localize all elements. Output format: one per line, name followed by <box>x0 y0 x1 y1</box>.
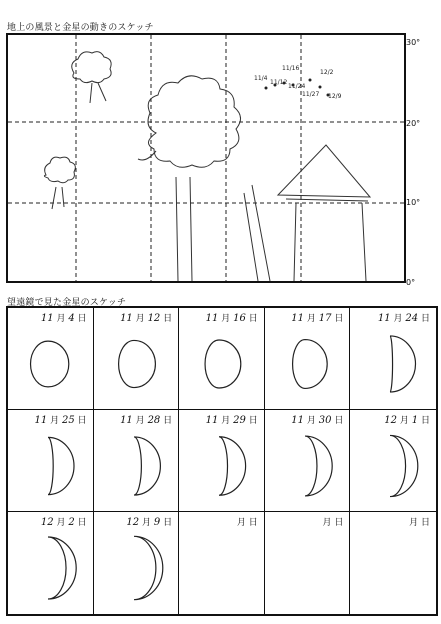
month-mark: 月 <box>142 518 152 528</box>
month-value: 11 <box>291 415 304 426</box>
phase-sketch-cell <box>8 512 94 614</box>
month-mark: 月 <box>393 314 403 324</box>
telescope-sketch-grid <box>6 306 438 616</box>
month-mark: 月 <box>135 416 145 426</box>
venus-phase-sketch <box>8 308 94 410</box>
day-value: 17 <box>318 313 332 324</box>
venus-outline <box>134 536 163 599</box>
big-tree <box>138 76 270 281</box>
observation-date <box>409 515 430 528</box>
month-mark: 月 <box>56 314 66 324</box>
month-value: 11 <box>205 415 219 426</box>
observation-date <box>237 515 258 528</box>
day-value: 9 <box>153 517 161 528</box>
month-mark: 月 <box>221 416 231 426</box>
venus-phase-sketch <box>8 410 94 512</box>
month-mark: 月 <box>399 416 409 426</box>
month-value: 11 <box>291 313 304 324</box>
day-mark: 日 <box>420 416 430 426</box>
day-mark: 日 <box>163 518 173 528</box>
small-tree-left <box>44 157 75 209</box>
day-value: 1 <box>411 415 419 426</box>
small-tree-top-left <box>72 52 111 103</box>
phase-sketch-cell <box>350 410 436 512</box>
day-mark: 日 <box>163 416 173 426</box>
venus-outline <box>205 340 241 388</box>
day-value: 24 <box>405 313 419 324</box>
venus-outline <box>292 340 327 389</box>
degree-label: 0° <box>406 278 416 287</box>
venus-outline <box>48 437 74 494</box>
degree-label: 10° <box>406 198 421 207</box>
month-value: 12 <box>384 415 397 426</box>
observation-date <box>322 515 343 528</box>
venus-phase-sketch <box>265 308 351 410</box>
landscape-sketch-drawing <box>8 35 404 281</box>
day-value: 2 <box>68 517 75 528</box>
month-mark: 月 <box>236 518 246 528</box>
venus-outline <box>31 341 69 387</box>
month-mark: 月 <box>221 314 231 324</box>
day-value: 4 <box>68 313 75 324</box>
month-value: 11 <box>377 313 391 324</box>
day-mark: 日 <box>334 314 344 324</box>
venus-date-label: 12/2 <box>320 69 334 76</box>
venus-date-label: 11/16 <box>282 65 300 72</box>
day-value: 30 <box>318 415 332 426</box>
venus-phase-sketch <box>350 410 436 512</box>
day-value: 28 <box>147 415 161 426</box>
day-value: 29 <box>233 415 246 426</box>
month-mark: 月 <box>409 518 419 528</box>
venus-phase-sketch <box>94 308 180 410</box>
venus-phase-sketch <box>94 410 180 512</box>
month-value: 12 <box>40 517 54 528</box>
month-mark: 月 <box>56 518 66 528</box>
phase-sketch-cell <box>350 512 436 614</box>
landscape-sketch-frame <box>6 33 406 283</box>
month-value: 11 <box>205 313 219 324</box>
venus-outline <box>134 437 160 495</box>
day-mark: 日 <box>420 314 430 324</box>
phase-sketch-cell <box>179 410 265 512</box>
phase-sketch-cell <box>179 308 265 410</box>
landscape-section-title: 地上の風景と金星の動きのスケッチ <box>7 23 154 33</box>
phase-sketch-cell <box>8 308 94 410</box>
day-mark: 日 <box>163 314 173 324</box>
venus-phase-sketch <box>8 512 94 614</box>
day-mark: 日 <box>334 416 344 426</box>
venus-outline <box>390 336 416 392</box>
venus-outline <box>118 340 155 387</box>
day-mark: 日 <box>248 518 258 528</box>
phase-sketch-cell <box>94 410 180 512</box>
month-mark: 月 <box>135 314 145 324</box>
day-mark: 日 <box>248 314 258 324</box>
day-mark: 日 <box>77 416 87 426</box>
day-value: 16 <box>233 313 246 324</box>
month-value: 12 <box>126 517 140 528</box>
venus-outline <box>219 437 246 496</box>
venus-phase-sketch <box>179 410 265 512</box>
phase-sketch-cell <box>350 308 436 410</box>
month-value: 11 <box>120 313 133 324</box>
day-mark: 日 <box>334 518 344 528</box>
venus-phase-sketch <box>179 308 265 410</box>
phase-sketch-cell <box>8 410 94 512</box>
venus-outline <box>390 435 418 496</box>
venus-phase-sketch <box>265 410 351 512</box>
day-mark: 日 <box>77 518 87 528</box>
month-mark: 月 <box>306 314 316 324</box>
day-mark: 日 <box>248 416 258 426</box>
degree-label: 30° <box>406 38 421 47</box>
venus-date-label: 11/12 <box>270 79 288 86</box>
venus-phase-sketch <box>94 512 180 614</box>
venus-date-label: 11/24 <box>288 83 306 90</box>
venus-date-label: 12/9 <box>328 93 342 100</box>
phase-sketch-cell <box>179 512 265 614</box>
month-value: 11 <box>34 415 48 426</box>
month-mark: 月 <box>306 416 316 426</box>
day-mark: 日 <box>77 314 87 324</box>
house <box>278 145 370 281</box>
venus-outline <box>305 436 332 496</box>
venus-date-label: 11/27 <box>302 91 320 98</box>
phase-sketch-cell <box>265 308 351 410</box>
month-mark: 月 <box>322 518 332 528</box>
day-value: 25 <box>61 415 75 426</box>
telescope-section-title: 望遠鏡で見た金星のスケッチ <box>7 298 127 308</box>
phase-sketch-cell <box>94 308 180 410</box>
degree-label: 20° <box>406 119 421 128</box>
venus-phase-sketch <box>350 308 436 410</box>
phase-sketch-cell <box>265 512 351 614</box>
venus-outline <box>48 537 76 599</box>
month-value: 11 <box>120 415 133 426</box>
day-value: 12 <box>147 313 161 324</box>
phase-sketch-cell <box>265 410 351 512</box>
month-mark: 月 <box>50 416 60 426</box>
phase-sketch-cell <box>94 512 180 614</box>
day-mark: 日 <box>420 518 430 528</box>
month-value: 11 <box>40 313 54 324</box>
venus-date-label: 11/4 <box>254 75 268 82</box>
